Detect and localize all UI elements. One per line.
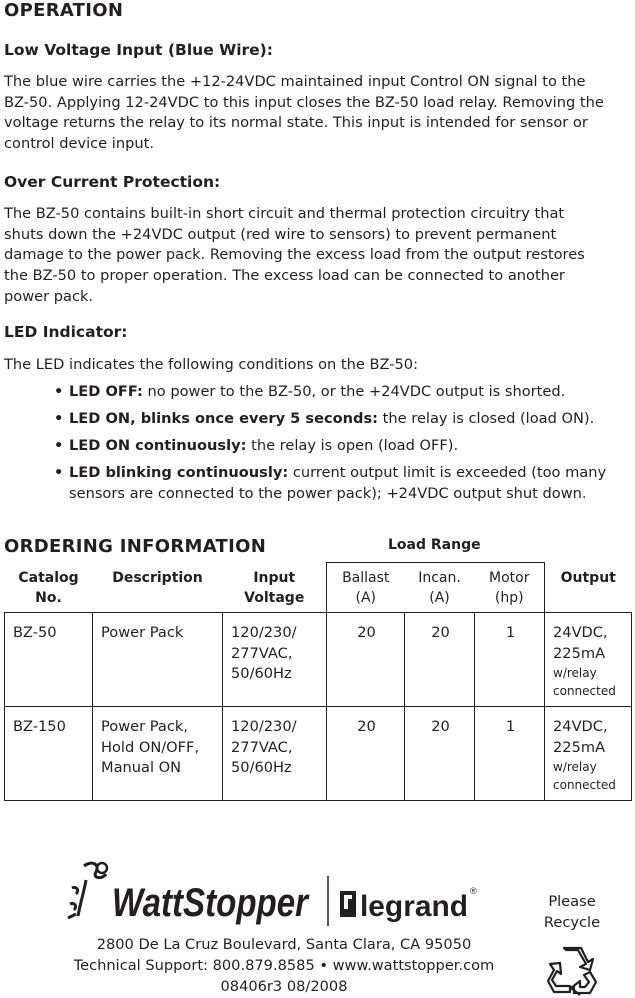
legrand-logo-icon xyxy=(340,886,477,923)
cell-output: 24VDC, 225mA w/relay connected xyxy=(545,613,632,707)
over-current-title: Over Current Protection: xyxy=(4,173,221,191)
cell-ballast: 20 xyxy=(327,707,405,801)
cell-input-voltage: 120/230/ 277VAC, 50/60Hz xyxy=(223,707,327,801)
address-line: 2800 De La Cruz Boulevard, Santa Clara, CA 95050 xyxy=(96,936,472,953)
col-input-voltage: Input Voltage xyxy=(244,569,305,606)
col-output: Output xyxy=(560,569,616,586)
low-voltage-line: The blue wire carries the +12-24VDC maintained input Control ON signal to the xyxy=(4,73,586,90)
cell-description: Power Pack xyxy=(93,613,223,707)
table-row xyxy=(5,613,632,707)
col-description: Description xyxy=(112,569,203,586)
col-incan: Incan. (A) xyxy=(405,563,475,613)
over-current-line: The BZ-50 contains built-in short circuit and thermal protection circuitry that xyxy=(4,205,565,222)
cell-description: Power Pack, Hold ON/OFF, Manual ON xyxy=(93,707,223,801)
svg-text:legrand: legrand xyxy=(360,890,468,923)
cell-catalog: BZ-50 xyxy=(5,613,93,707)
low-voltage-title: Low Voltage Input (Blue Wire): xyxy=(4,41,273,59)
list-item: • LED OFF: no power to the BZ-50, or the +24VDC output is shorted. xyxy=(54,381,624,402)
led-conditions-list xyxy=(54,381,624,510)
cell-motor: 1 xyxy=(475,707,545,801)
over-current-line: damage to the power pack. Removing the excess load from the output restores xyxy=(4,246,585,264)
led-indicator-title: LED Indicator: xyxy=(4,323,128,341)
cell-incan: 20 xyxy=(405,707,475,801)
low-voltage-line: voltage returns the relay to its normal state. This input is intended for sensor or xyxy=(4,114,588,132)
output-note: w/relay connected xyxy=(553,666,616,698)
over-current-paragraph xyxy=(4,204,631,308)
cell-input-voltage: 120/230/ 277VAC, 50/60Hz xyxy=(223,613,327,707)
support-line: Technical Support: 800.879.8585 • www.wattstopper.com xyxy=(73,957,495,974)
recycle-label: Please Recycle xyxy=(543,893,601,931)
output-note: w/relay connected xyxy=(553,760,616,792)
load-range-label: Load Range xyxy=(388,537,481,553)
cell-output: 24VDC, 225mA w/relay connected xyxy=(545,707,632,801)
cell-incan: 20 xyxy=(405,613,475,707)
doc-code: 08406r3 08/2008 xyxy=(220,978,348,995)
low-voltage-paragraph xyxy=(4,72,631,155)
list-item: • LED ON continuously: the relay is open (load OFF). xyxy=(54,435,624,456)
brand-logos xyxy=(62,858,482,930)
over-current-line: the BZ-50 to proper operation. The excess load can be connected to another xyxy=(4,267,565,285)
svg-text:®: ® xyxy=(470,886,477,896)
led-intro: The LED indicates the following conditions on the BZ-50: xyxy=(4,356,419,373)
svg-text:WattStopper: WattStopper xyxy=(112,881,311,925)
ordering-table xyxy=(4,562,632,801)
footer-address-block xyxy=(34,934,534,997)
operation-heading: OPERATION xyxy=(4,0,124,21)
low-voltage-line: control device input. xyxy=(4,135,154,153)
col-catalog: Catalog No. xyxy=(18,569,79,606)
cell-ballast: 20 xyxy=(327,613,405,707)
low-voltage-line: BZ-50. Applying 12-24VDC to this input closes the BZ-50 load relay. Removing the xyxy=(4,93,604,111)
cell-catalog: BZ-150 xyxy=(5,707,93,801)
over-current-line: power pack. xyxy=(4,287,94,305)
ordering-heading: ORDERING INFORMATION xyxy=(4,536,267,557)
cell-motor: 1 xyxy=(475,613,545,707)
recycle-icon xyxy=(544,944,600,998)
col-motor: Motor (hp) xyxy=(475,563,545,613)
over-current-line: shuts down the +24VDC output (red wire to sensors) to prevent permanent xyxy=(4,225,557,243)
table-row xyxy=(5,707,632,801)
wattstopper-logo-icon xyxy=(68,863,310,925)
table-header-row xyxy=(5,563,632,613)
col-ballast: Ballast (A) xyxy=(327,563,405,613)
list-item: • LED ON, blinks once every 5 seconds: the relay is closed (load ON). xyxy=(54,408,624,429)
list-item: • LED blinking continuously: current output limit is exceeded (too many sensors are connected to the power pack); +24VDC output shut down. xyxy=(54,462,624,504)
